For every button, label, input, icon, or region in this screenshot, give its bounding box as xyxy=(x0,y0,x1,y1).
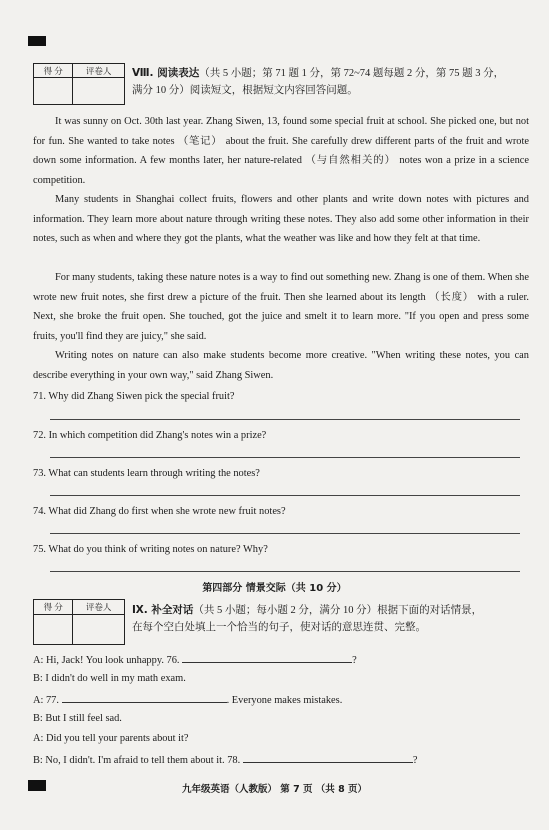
grader-cell[interactable] xyxy=(73,78,125,105)
section9-title xyxy=(132,602,532,636)
score-label: 得 分 xyxy=(34,64,73,78)
score-cell[interactable] xyxy=(34,615,73,645)
answer-line-71[interactable] xyxy=(50,419,520,420)
question-71: 71. Why did Zhang Siwen pick the special fruit? xyxy=(33,391,235,402)
blank-78[interactable] xyxy=(243,752,413,763)
page-footer: 九年级英语（人教版） 第 7 页 （共 8 页） xyxy=(181,784,368,795)
section9-instructions-line2: 在每个空白处填上一个恰当的句子，使对话的意思连贯、完整。 xyxy=(132,622,426,633)
answer-line-73[interactable] xyxy=(50,495,520,496)
score-label: 得 分 xyxy=(34,600,73,615)
section8-instructions: （共 5 小题；第 71 题 1 分，第 72~74 题每题 2 分，第 75 题 3 分， xyxy=(199,68,505,79)
dialogue-line-2: B: I didn't do well in my math exam. xyxy=(33,673,186,684)
dialogue-line-3: A: 77. . Everyone makes mistakes. xyxy=(33,692,342,708)
answer-line-72[interactable] xyxy=(50,457,520,458)
answer-line-75[interactable] xyxy=(50,571,520,572)
grader-label: 评卷人 xyxy=(73,600,125,615)
passage-paragraph-4: Writing notes on nature can also make students become more creative. "When writing these notes, you can describe everything in your own way," said Zhang Siwen. xyxy=(33,350,529,381)
blank-77[interactable] xyxy=(62,692,227,703)
section8-heading: Ⅷ. 阅读表达 xyxy=(132,67,200,79)
question-74: 74. What did Zhang do first when she wrote new fruit notes? xyxy=(33,506,286,517)
blank-76[interactable] xyxy=(182,652,352,663)
dialogue-line-4: B: But I still feel sad. xyxy=(33,713,122,724)
section9-heading: Ⅸ. 补全对话 xyxy=(132,604,194,616)
answer-line-74[interactable] xyxy=(50,533,520,534)
section9-instructions: （共 5 小题；每小题 2 分，满分 10 分）根据下面的对话情景， xyxy=(193,605,483,616)
question-73: 73. What can students learn through writing the notes? xyxy=(33,468,260,479)
grader-label: 评卷人 xyxy=(73,64,125,78)
passage-paragraph-3: For many students, taking these nature notes is a way to find out something new. Zhang is one of them. When she wrote new fruit notes, she first drew a picture of the fruit. Then she learned about its length （长度） with a ruler. Next, she broke the fruit open. She touched, got the juice and smelt it to learn more. "If you open and press some fruits, you'll find they are juicy," she said. xyxy=(33,272,529,342)
dialogue-line-6: B: No, I didn't. I'm afraid to tell them about it. 78. ? xyxy=(33,752,417,768)
question-72: 72. In which competition did Zhang's notes win a prize? xyxy=(33,430,267,441)
passage-paragraph-2: Many students in Shanghai collect fruits, flowers and other plants and write down notes with pictures and information. They learn more about nature through writing these notes. They also add some other information in their notes, such as when and where they got the plants, what the weather was like and how they felt at that time. xyxy=(33,194,529,245)
dialogue-line-5: A: Did you tell your parents about it? xyxy=(33,733,189,744)
score-box-section8 xyxy=(33,63,125,105)
passage-paragraph-1: It was sunny on Oct. 30th last year. Zhang Siwen, 13, found some special fruit at school. She picked one, but not for fun. She wanted to take notes （笔记） about the fruit. She carefully drew different parts of the fruit and wrote down some information. A few months later, her nature-related （与自然相关的） notes won a prize in a science competition. xyxy=(33,116,529,186)
question-75: 75. What do you think of writing notes on nature? Why? xyxy=(33,544,268,555)
grader-cell[interactable] xyxy=(73,615,125,645)
part4-title: 第四部分 情景交际（共 10 分） xyxy=(202,583,347,594)
section8-title xyxy=(132,65,532,99)
dialogue-line-1: A: Hi, Jack! You look unhappy. 76. ? xyxy=(33,652,357,668)
score-cell[interactable] xyxy=(34,78,73,105)
registration-mark-top xyxy=(28,36,46,46)
score-box-section9 xyxy=(33,599,125,645)
section8-instructions-line2: 满分 10 分）阅读短文，根据短文内容回答问题。 xyxy=(132,85,358,96)
